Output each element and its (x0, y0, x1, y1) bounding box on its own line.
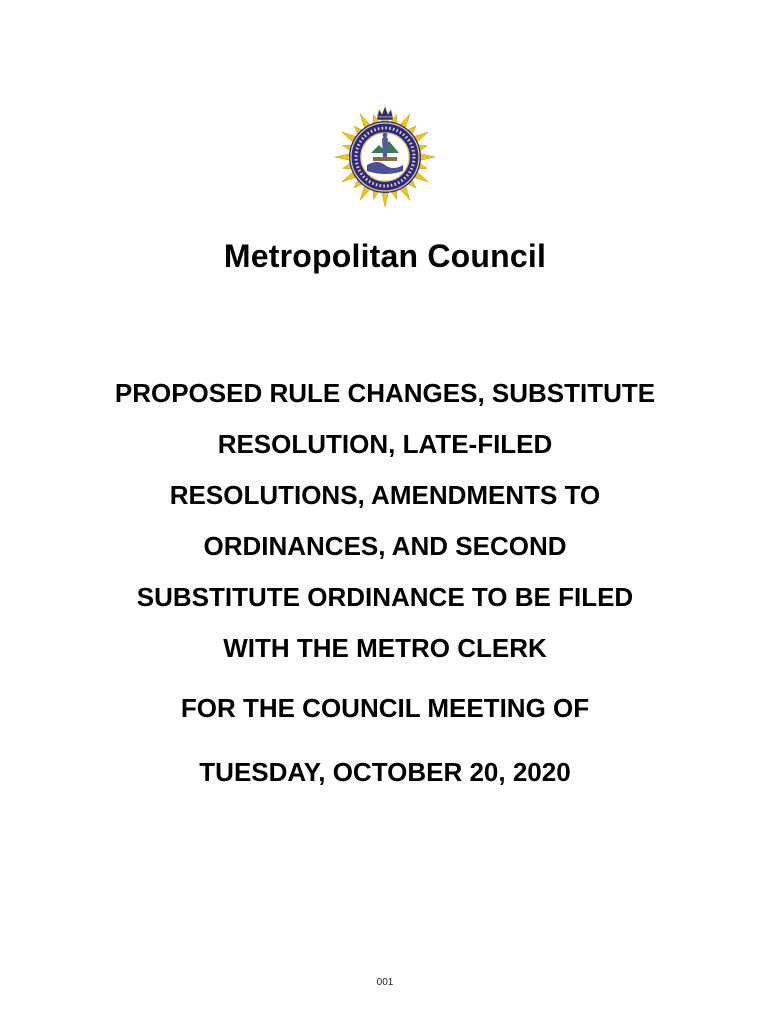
subject-line: WITH THE METRO CLERK (223, 633, 547, 663)
crown-icon (377, 106, 393, 120)
document-subject (60, 368, 710, 674)
meeting-label: FOR THE COUNCIL MEETING OF (180, 693, 590, 723)
meeting-date: TUESDAY, OCTOBER 20, 2020 (199, 757, 571, 787)
subject-line: ORDINANCES, AND SECOND (203, 531, 567, 561)
subject-line: PROPOSED RULE CHANGES, SUBSTITUTE (114, 378, 656, 408)
page-number: 001 (376, 977, 394, 988)
metro-nashville-seal-icon (327, 95, 443, 211)
subject-line: RESOLUTION, LATE-FILED (217, 429, 553, 459)
subject-line: SUBSTITUTE ORDINANCE TO BE FILED (136, 582, 634, 612)
organization-title: Metropolitan Council (223, 238, 547, 274)
subject-line: RESOLUTIONS, AMENDMENTS TO (169, 480, 601, 510)
